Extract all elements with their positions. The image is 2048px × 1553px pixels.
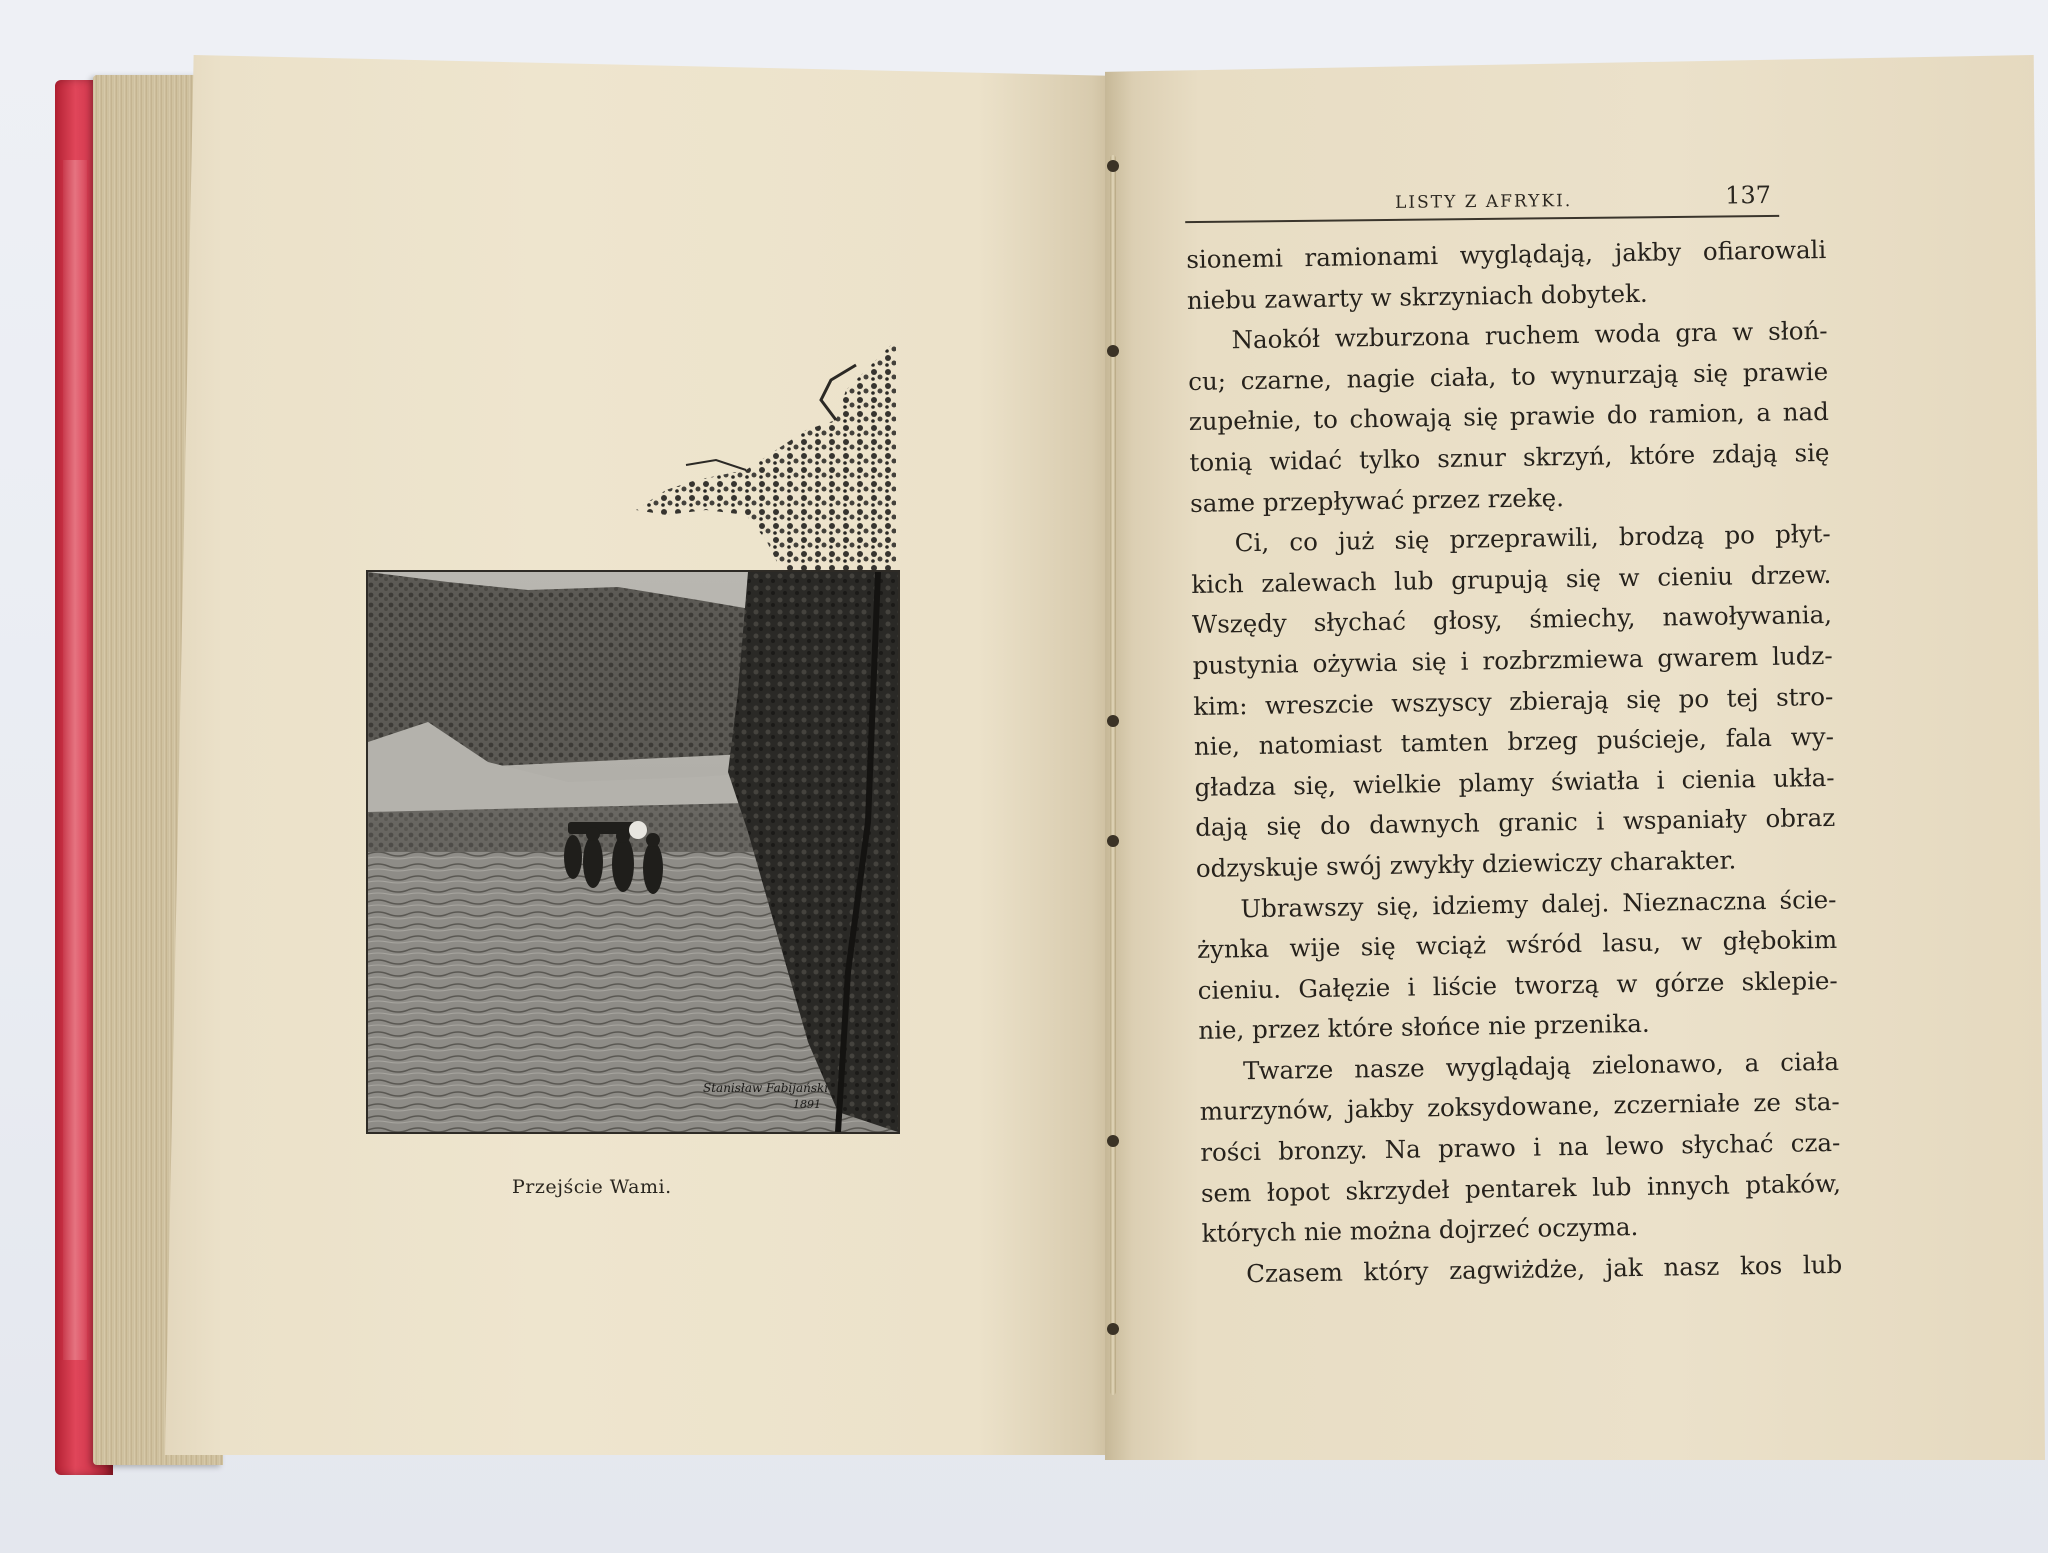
text-line: Twarze nasze wyglądają zielonawo, a ciała <box>1242 1046 1840 1086</box>
text-line: pustynia ożywia się i rozbrzmiewa gwarem ludz- <box>1192 640 1833 680</box>
illustration-signature-year: 1891 <box>793 1098 821 1111</box>
text-line: Naokół wzburzona ruchem woda gra w słoń- <box>1231 316 1828 355</box>
text-line: Ubrawszy się, idziemy dalej. Nieznaczna ście- <box>1240 884 1837 923</box>
illustration-signature: Stanisław Fabijański <box>703 1081 829 1095</box>
text-line: same przepływać przez rzekę. <box>1189 482 1565 518</box>
river-crossing-illustration <box>366 340 896 1130</box>
text-line: nie, przez które słońce nie przenika. <box>1198 1009 1650 1046</box>
text-line: Ci, co już się przeprawili, brodzą po płyt- <box>1234 519 1831 558</box>
binding-thread <box>1110 155 1116 1395</box>
text-line: zupełnie, to chowają się prawie do ramion, a nad <box>1188 397 1830 437</box>
illustration-caption: Przejście Wami. <box>512 1176 672 1198</box>
binding-stitch <box>1107 160 1119 172</box>
text-line: cieniu. Gałęzie i liście tworzą w górze sklepie- <box>1197 965 1838 1005</box>
binding-stitch <box>1107 715 1119 727</box>
text-line: rości bronzy. Na prawo i na lewo słychać cza- <box>1200 1127 1841 1167</box>
text-line: sionemi ramionami wyglądają, jakby ofiarowali <box>1186 234 1827 274</box>
text-line: gładza się, wielkie plamy światła i cienia ukła- <box>1194 762 1835 802</box>
running-head <box>1185 175 1779 223</box>
text-line: Wszędy słychać głosy, śmiechy, nawoływania, <box>1191 600 1833 640</box>
text-line: kich zalewach lub grupują się w cieniu drzew. <box>1191 559 1832 599</box>
text-line: nie, natomiast tamten brzeg puścieje, fala wy- <box>1193 722 1835 762</box>
text-line: tonią widać tylko sznur skrzyń, które zdają się <box>1189 437 1830 477</box>
binding-stitch <box>1107 345 1119 357</box>
running-head-title: LISTY Z AFRYKI. <box>1394 191 1573 213</box>
page-number: 137 <box>1725 180 1772 210</box>
text-line: których nie można dojrzeć oczyma. <box>1201 1212 1639 1249</box>
text-line: żynka wije się wciąż wśród lasu, w głębokim <box>1196 924 1838 965</box>
river-scene <box>368 572 898 1132</box>
text-line: odzyskuje swój zwykły dziewiczy charakter. <box>1195 845 1737 883</box>
text-line: dają się do dawnych granic i wspaniały obraz <box>1195 803 1836 843</box>
text-line: niebu zawarty w skrzyniach dobytek. <box>1186 278 1648 315</box>
binding-stitch <box>1107 1323 1119 1335</box>
binding-stitch <box>1107 835 1119 847</box>
text-line: sem łopot skrzydeł pentarek lub innych ptaków, <box>1200 1168 1842 1208</box>
illustration-frame <box>366 570 900 1134</box>
text-line: kim: wreszcie wszyscy zbierają się po tej stro- <box>1193 681 1834 721</box>
text-line: cu; czarne, nagie ciała, to wynurzają się prawie <box>1187 356 1829 396</box>
text-line: Czasem który zagwiżdże, jak nasz kos lub <box>1246 1249 1843 1289</box>
binding-stitch <box>1107 1135 1119 1147</box>
text-line: murzynów, jakby zoksydowane, zczerniałe ze sta- <box>1199 1087 1840 1127</box>
page-body-text <box>1186 230 1842 1295</box>
